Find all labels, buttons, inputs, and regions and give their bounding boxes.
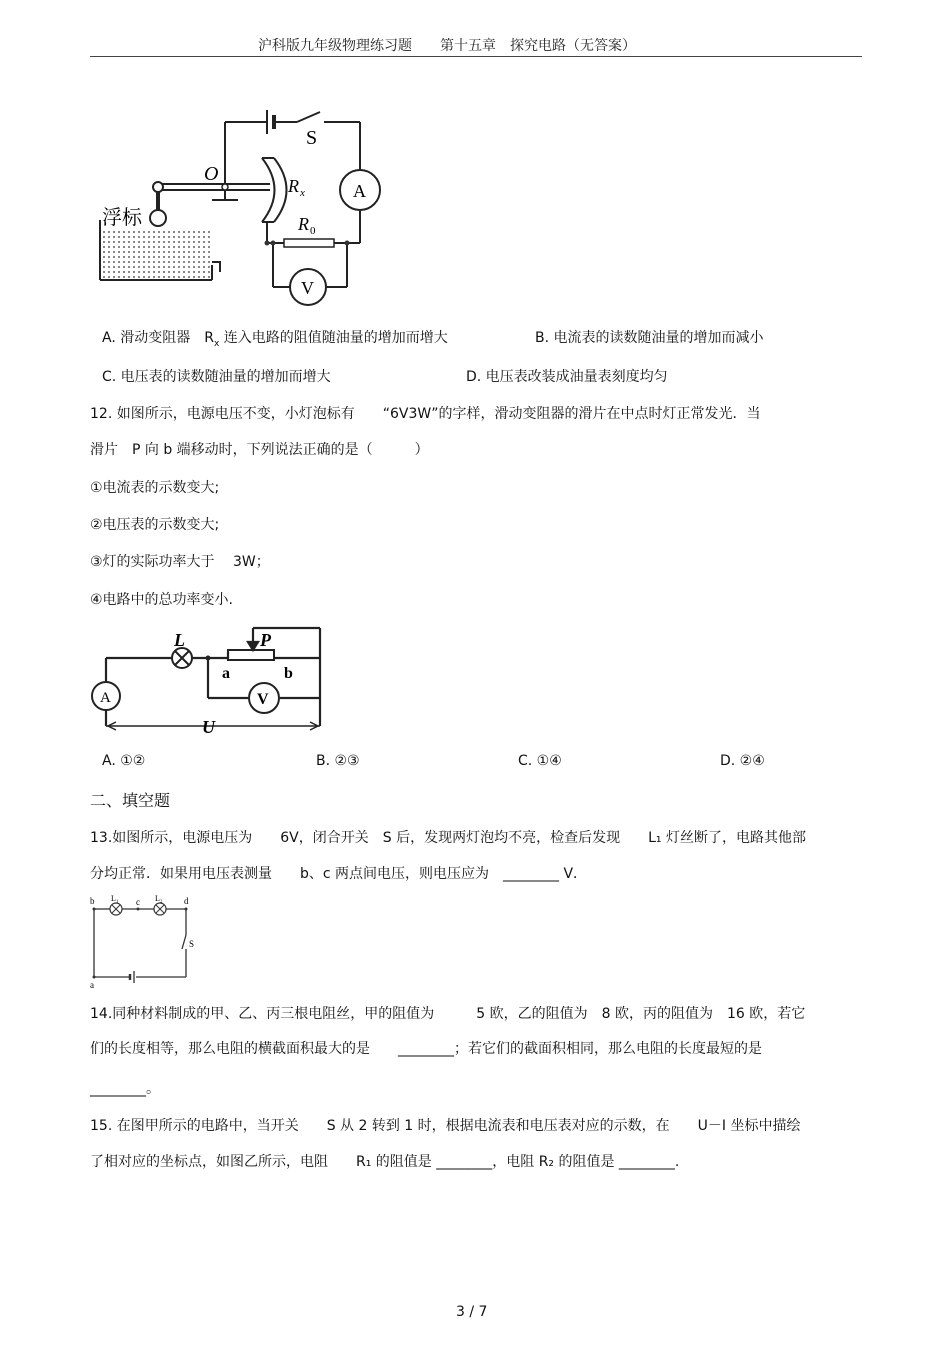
fig12-p-label: P xyxy=(260,630,271,650)
q13-circuit-figure xyxy=(88,895,200,991)
q15-line1: 15. 在图甲所示的电路中，当开关 S 从 2 转到 1 时，根据电流表和电压表对应的示数，在 U－I 坐标中描绘 xyxy=(90,1118,801,1134)
float-ball-icon xyxy=(150,210,166,226)
fig12-l-label: L xyxy=(174,630,185,650)
fig11-r0-label: R xyxy=(298,214,309,234)
q12-statement-4: ④电路中的总功率变小. xyxy=(90,592,234,608)
fig11-a-label: A xyxy=(353,181,366,201)
q14-line1: 14.同种材料制成的甲、乙、丙三根电阻丝，甲的阻值为 5 欧，乙的阻值为 8 欧，丙的阻值为 16 欧，若它 xyxy=(90,1006,806,1022)
q11-option-a xyxy=(102,327,448,349)
q13-line2: 分均正常．如果用电压表测量 b、c 两点间电压，则电压应为 ________ V． xyxy=(90,866,588,882)
q12-statement-2: ②电压表的示数变大; xyxy=(90,517,220,533)
fig11-v-label: V xyxy=(301,278,314,298)
q11-option-a-sub: x xyxy=(213,338,220,349)
fig11-rx-sub: x xyxy=(300,187,305,199)
fig12-ammeter-label: A xyxy=(100,690,111,706)
section-title-fill-in: 二、填空题 xyxy=(90,791,171,810)
q13-line1: 13.如图所示，电源电压为 6V，闭合开关 S 后，发现两灯泡均不亮，检查后发现 L₁ 灯丝断了，电路其他部 xyxy=(90,830,806,846)
fig11-s-label: S xyxy=(306,127,318,149)
fig13-d-label: d xyxy=(184,896,189,906)
q11-circuit-figure xyxy=(92,100,392,310)
fig11-float-label: 浮标 xyxy=(102,207,142,229)
fig13-a-label: a xyxy=(90,980,94,990)
fig12-a-label: a xyxy=(222,665,230,682)
q11-option-c: C. 电压表的读数随油量的增加而增大 xyxy=(102,369,331,385)
fig12-u-label: U xyxy=(202,717,215,737)
page-header: 沪科版九年级物理练习题 第十五章 探究电路（无答案） xyxy=(258,38,636,54)
fig13-c-label: c xyxy=(136,897,140,907)
q12-option-b: B. ②③ xyxy=(316,753,360,769)
q12-line2: 滑片 P 向 b 端移动时，下列说法正确的是（ ） xyxy=(90,442,429,458)
q14-line3: ________。 xyxy=(90,1081,160,1097)
fig13-b-label: b xyxy=(90,896,95,906)
fig12-b-label: b xyxy=(284,665,293,682)
q12-option-c: C. ①④ xyxy=(518,753,562,769)
q11-option-b: B. 电流表的读数随油量的增加而减小 xyxy=(535,330,764,346)
q12-line1: 12. 如图所示，电源电压不变，小灯泡标有 “6V3W”的字样，滑动变阻器的滑片在中点时灯正常发光．当 xyxy=(90,406,761,422)
q14-line2: 们的长度相等，那么电阻的横截面积最大的是 ________；若它们的截面积相同，那么电阻的长度最短的是 xyxy=(90,1041,762,1057)
fig12-voltmeter-label: V xyxy=(257,691,269,708)
q12-option-a: A. ①② xyxy=(102,753,146,769)
q12-statement-3: ③灯的实际功率大于 3W； xyxy=(90,554,270,570)
header-rule xyxy=(90,56,862,57)
fig13-l2-label: L₂ xyxy=(155,895,163,903)
fig13-s-label: S xyxy=(189,939,195,949)
fig13-l1-label: L₁ xyxy=(111,895,119,903)
q12-option-d: D. ②④ xyxy=(720,753,765,769)
q12-circuit-figure xyxy=(88,622,328,738)
q12-statement-1: ①电流表的示数变大; xyxy=(90,480,220,496)
q11-option-d: D. 电压表改装成油量表刻度均匀 xyxy=(466,369,668,385)
q15-line2: 了相对应的坐标点，如图乙所示，电阻 R₁ 的阻值是 ________，电阻 R₂ 的阻值是 ________. xyxy=(90,1154,680,1170)
q11-option-a-text: A. 滑动变阻器 R xyxy=(102,330,214,346)
q11-option-a-rest: 连入电路的阻值随油量的增加而增大 xyxy=(219,330,448,346)
fig11-rx-label: R xyxy=(288,176,299,196)
page-number: 3 / 7 xyxy=(456,1304,488,1320)
fig11-r0-sub: 0 xyxy=(310,225,316,237)
fig11-o-label: O xyxy=(204,163,219,185)
